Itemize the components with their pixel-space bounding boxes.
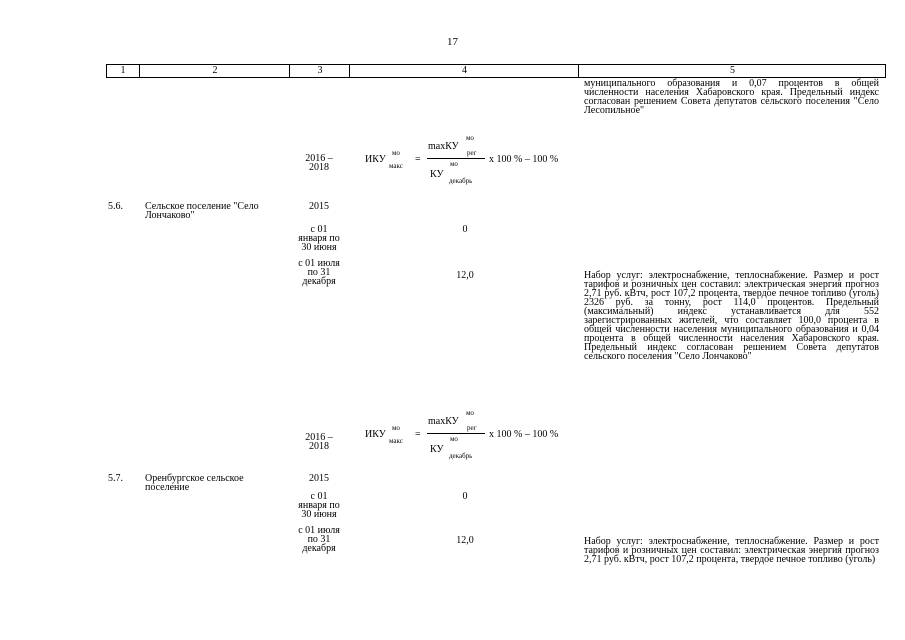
page-number: 17 xyxy=(447,36,458,48)
row-description: Набор услуг: электроснабжение, теплоснабжение. Размер и рост тарифов и розничных цен составил: электрическая энергия прогноз 2,71 руб. кВтч, рост 107,2 процента, твердое печное топливо (уголь) xyxy=(584,536,879,565)
row-period-1: с 01 января по 30 июня xyxy=(298,491,340,520)
formula-numerator: maxКУ xyxy=(428,416,459,427)
formula-lhs-sup: мо xyxy=(392,424,400,432)
formula xyxy=(362,411,582,461)
formula-numerator: maxКУ xyxy=(428,141,459,152)
formula-denominator: КУ xyxy=(430,444,444,455)
formula-num-sup: мо xyxy=(466,409,474,417)
row-number: 5.6. xyxy=(108,201,123,212)
row-value-1: 0 xyxy=(462,491,468,502)
row-year: 2015 xyxy=(309,473,329,484)
formula-lhs-sub: макс xyxy=(389,437,403,445)
continued-description: муниципального образования и 0,07 процентов в общей численности населения Хабаровского края. Предельный индекс согласован решением Совета депутатов сельского поселения "Село Лесопильное" xyxy=(584,78,879,116)
row-period-2: с 01 июля по 31 декабря xyxy=(298,525,340,554)
formula-denominator: КУ xyxy=(430,169,444,180)
formula-period: 2016 – 2018 xyxy=(305,432,333,452)
table-header-row xyxy=(106,64,886,78)
column-header-4: 4 xyxy=(349,65,579,77)
formula-lhs-sub: макс xyxy=(389,162,403,170)
row-period-2: с 01 июля по 31 декабря xyxy=(298,258,340,287)
formula-tail: x 100 % – 100 % xyxy=(489,154,559,165)
column-header-5: 5 xyxy=(578,65,886,77)
row-name: Оренбургское сельское поселение xyxy=(145,473,244,493)
row-period-1: с 01 января по 30 июня xyxy=(298,224,340,253)
row-value-2: 12,0 xyxy=(456,535,474,546)
formula-num-sup: мо xyxy=(466,134,474,142)
row-description: Набор услуг: электроснабжение, теплоснабжение. Размер и рост тарифов и розничных цен составил: электрическая энергия прогноз 2,71 руб. кВтч, рост 107,2 процента, твердое печное топливо (уголь) 2326 руб. за тонну, рост 114,0 процентов. Предельный (максимальный) индекс устанавливается для 552 зарегистрированных жителей, что составляет 100,0 процента в общей численности населения муниципального образования и 0,04 процента в общей численности населения Хабаровского края. Предельный индекс согласован решением Совета депутатов сельского поселения "Село Лончаково" xyxy=(584,270,879,362)
column-header-1: 1 xyxy=(120,65,126,76)
formula-den-sup: мо xyxy=(450,160,458,168)
formula xyxy=(362,136,582,186)
column-header-2: 2 xyxy=(139,65,290,77)
formula-den-sub: декабрь xyxy=(449,177,473,185)
formula-tail: x 100 % – 100 % xyxy=(489,429,559,440)
formula-num-sub: рег xyxy=(467,424,477,432)
formula-num-sub: рег xyxy=(467,149,477,157)
row-value-1: 0 xyxy=(462,224,468,235)
row-name: Сельское поселение "Село Лончаково" xyxy=(145,201,259,221)
formula-period: 2016 – 2018 xyxy=(305,153,333,173)
row-year: 2015 xyxy=(309,201,329,212)
row-number: 5.7. xyxy=(108,473,123,484)
formula-den-sup: мо xyxy=(450,435,458,443)
row-value-2: 12,0 xyxy=(456,270,474,281)
formula-den-sub: декабрь xyxy=(449,452,473,460)
formula-lhs: ИКУ xyxy=(365,429,386,440)
column-header-3: 3 xyxy=(289,65,350,77)
formula-lhs-sup: мо xyxy=(392,149,400,157)
formula-lhs: ИКУ xyxy=(365,154,386,165)
formula-equals: = xyxy=(415,154,421,165)
formula-equals: = xyxy=(415,429,421,440)
